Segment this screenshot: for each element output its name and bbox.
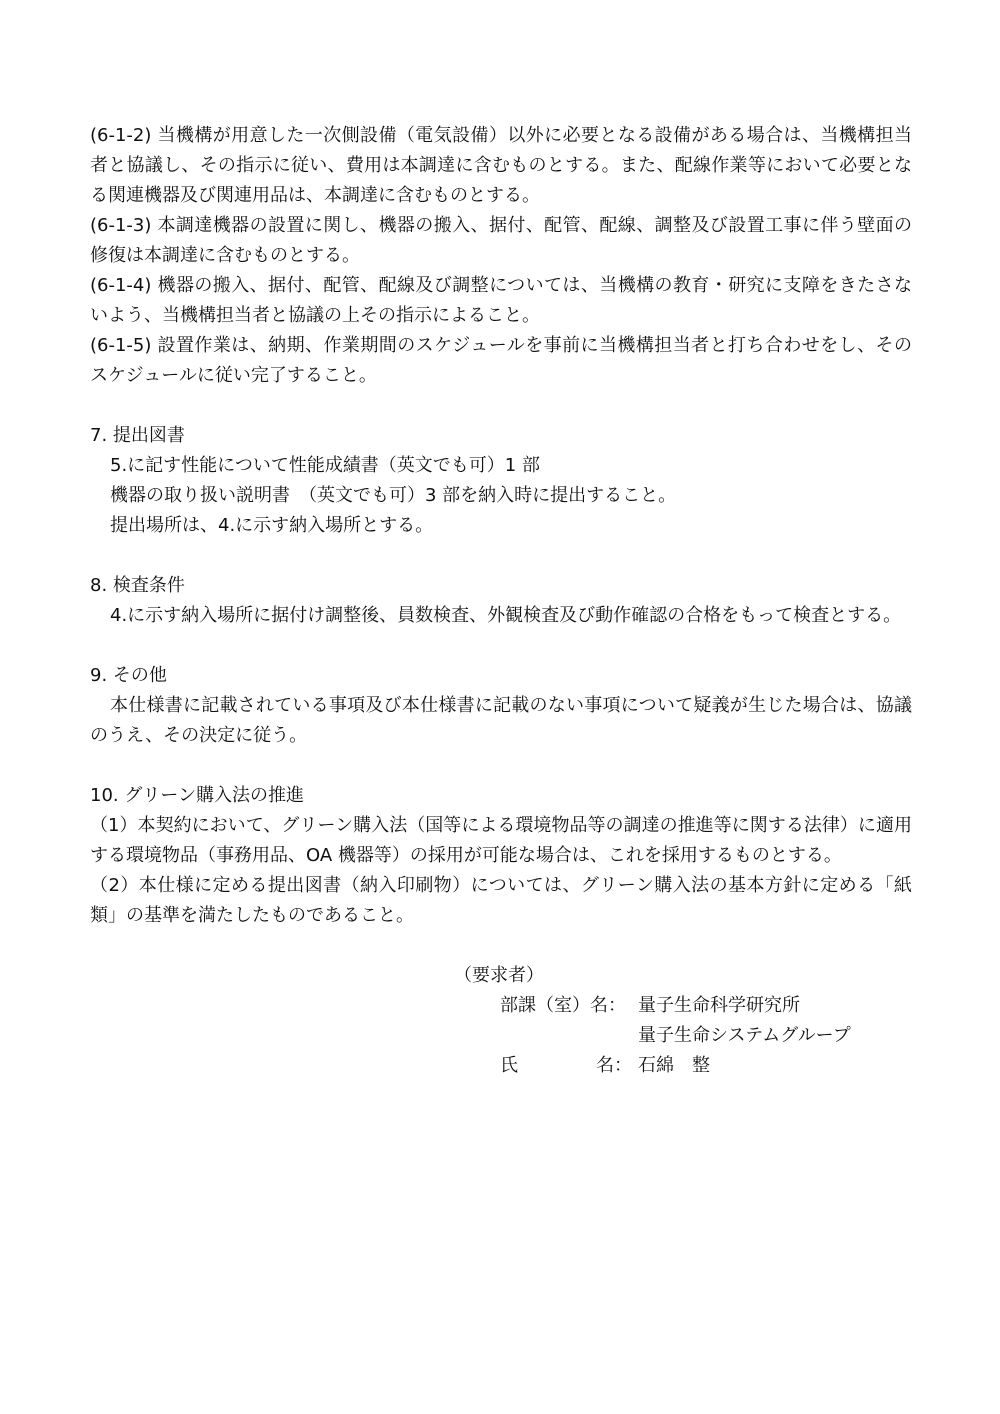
paragraph-6-1-3: (6-1-3) 本調達機器の設置に関し、機器の搬入、据付、配管、配線、調整及び設置工事に伴う壁面の修復は本調達に含むものとする。	[90, 215, 912, 266]
department-label: 部課（室）名：	[500, 995, 626, 1016]
section-10-heading: 10. グリーン購入法の推進	[90, 785, 304, 806]
section-9-body: 本仕様書に記載されている事項及び本仕様書に記載のない事項について疑義が生じた場合は、協議のうえ、その決定に従う。	[90, 695, 912, 746]
name-label-a: 氏	[500, 1055, 518, 1076]
section-10-item-1: （1）本契約において、グリーン購入法（国等による環境物品等の調達の推進等に関する法律）に適用する環境物品（事務用品、OA 機器等）の採用が可能な場合は、これを採用するものとする。	[90, 815, 912, 866]
department-value-1: 量子生命科学研究所	[638, 995, 800, 1016]
spacer	[90, 631, 912, 661]
paragraph-6-1-4: (6-1-4) 機器の搬入、据付、配管、配線及び調整については、当機構の教育・研究に支障をきたさないよう、当機構担当者と協議の上その指示によること。	[90, 275, 912, 326]
spacer	[90, 541, 912, 571]
section-8-body: 4.に示す納入場所に据付け調整後、員数検査、外観検査及び動作確認の合格をもって検査とする。	[110, 605, 902, 626]
document-page	[90, 121, 912, 1081]
section-8-heading: 8. 検査条件	[90, 575, 185, 596]
section-7-line-1: 5.に記す性能について性能成績書（英文でも可）1 部	[110, 455, 540, 476]
section-10-item-2: （2）本仕様に定める提出図書（納入印刷物）については、グリーン購入法の基本方針に定める「紙類」の基準を満たしたものであること。	[90, 875, 912, 926]
section-7-heading: 7. 提出図書	[90, 425, 185, 446]
section-7-line-3: 提出場所は、4.に示す納入場所とする。	[110, 515, 434, 536]
name-label-b: 名：	[596, 1055, 632, 1076]
section-7-line-2: 機器の取り扱い説明書 （英文でも可）3 部を納入時に提出すること。	[110, 485, 677, 506]
paragraph-6-1-5: (6-1-5) 設置作業は、納期、作業期間のスケジュールを事前に当機構担当者と打ち合わせをし、そのスケジュールに従い完了すること。	[90, 335, 912, 386]
requester-title: （要求者）	[454, 965, 544, 986]
section-9-heading: 9. その他	[90, 665, 167, 686]
paragraph-6-1-2: (6-1-2) 当機構が用意した一次側設備（電気設備）以外に必要となる設備がある場合は、当機構担当者と協議し、その指示に従い、費用は本調達に含むものとする。また、配線作業等において必要となる関連機器及び関連用品は、本調達に含むものとする。	[90, 125, 912, 206]
department-value-2: 量子生命システムグループ	[638, 1025, 851, 1046]
name-value: 石綿 整	[638, 1055, 710, 1076]
spacer	[90, 751, 912, 781]
requester-block	[90, 961, 912, 1081]
spacer	[90, 931, 912, 961]
spacer	[90, 391, 912, 421]
